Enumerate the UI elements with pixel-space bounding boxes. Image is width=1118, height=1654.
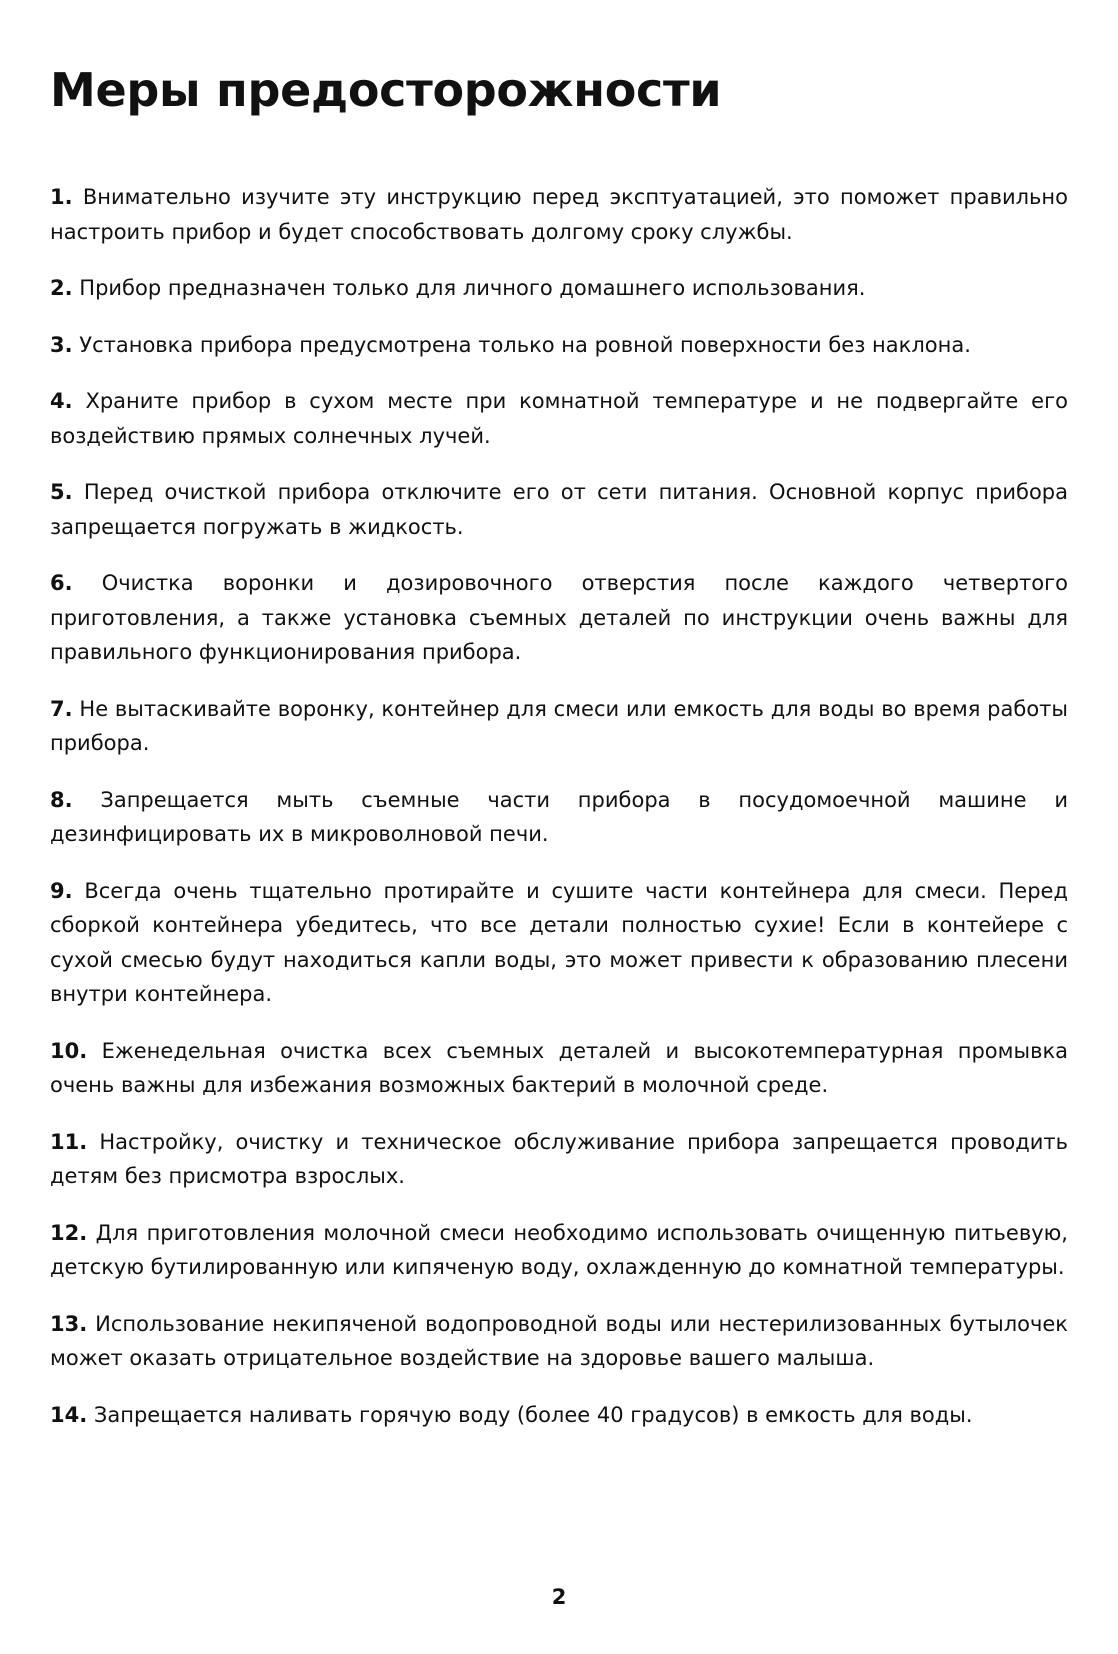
item-text: Всегда очень тщательно протирайте и сушите части контейнера для смеси. Перед сборкой контейнера убедитесь, что все детали полностью сухие! Если в контейере с сухой смесью будут находиться капли воды, это может привести к образованию плесени внутри контейнера.	[50, 878, 1068, 1006]
item-text: Использование некипяченой водопроводной воды или нестерилизованных бутылочек может оказать отрицательное воздействие на здоровье вашего малыша.	[50, 1311, 1068, 1370]
page-number: 2	[551, 1585, 567, 1609]
item-text: Установка прибора предусмотрена только на ровной поверхности без наклона.	[79, 332, 971, 357]
list-item	[50, 874, 1068, 1012]
item-text: Очистка воронки и дозировочного отверстия после каждого четвертого приготовления, а также установка съемных деталей по инструкции очень важны для правильного функционирования прибора.	[50, 571, 1068, 664]
item-number: 3.	[50, 332, 73, 357]
list-item	[50, 783, 1068, 852]
item-text: Для приготовления молочной смеси необходимо использовать очищенную питьевую, детскую бутилированную или кипяченую воду, охлажденную до комнатной температуры.	[50, 1220, 1068, 1279]
item-text: Еженедельная очистка всех съемных деталей и высокотемпературная промывка очень важны для избежания возможных бактерий в молочной среде.	[50, 1038, 1068, 1097]
item-number: 1.	[50, 185, 73, 209]
list-item	[50, 475, 1068, 544]
item-text: Настройку, очистку и техническое обслуживание прибора запрещается проводить детям без присмотра взрослых.	[50, 1129, 1068, 1188]
item-text: Прибор предназначен только для личного домашнего использования.	[79, 276, 866, 300]
item-text: Запрещается мыть съемные части прибора в посудомоечной машине и дезинфицировать их в микроволновой печи.	[50, 787, 1068, 846]
list-item	[50, 1034, 1068, 1103]
list-item	[50, 384, 1068, 453]
item-number: 7.	[50, 696, 73, 721]
list-item	[50, 1216, 1068, 1285]
item-number: 12.	[50, 1220, 88, 1245]
item-text: Внимательно изучите эту инструкцию перед эксптуатацией, это поможет правильно настроить прибор и будет способствовать долгому сроку службы.	[50, 185, 1068, 244]
item-number: 8.	[50, 787, 73, 812]
item-number: 6.	[50, 571, 73, 595]
item-text: Не вытаскивайте воронку, контейнер для смеси или емкость для воды во время работы прибора.	[50, 696, 1068, 755]
list-item	[50, 1398, 1068, 1433]
item-number: 9.	[50, 878, 73, 903]
item-number: 14.	[50, 1402, 88, 1427]
page-title: Меры предосторожности	[50, 63, 722, 117]
list-item	[50, 1307, 1068, 1376]
list-item	[50, 180, 1068, 249]
item-text: Перед очисткой прибора отключите его от сети питания. Основной корпус прибора запрещается погружать в жидкость.	[50, 480, 1068, 539]
precautions-list	[50, 180, 1068, 1432]
item-number: 10.	[50, 1038, 88, 1063]
list-item	[50, 271, 1068, 306]
item-number: 4.	[50, 389, 73, 413]
item-text: Храните прибор в сухом месте при комнатной температуре и не подвергайте его воздействию прямых солнечных лучей.	[50, 389, 1068, 448]
item-number: 13.	[50, 1311, 88, 1336]
list-item	[50, 1125, 1068, 1194]
list-item	[50, 692, 1068, 761]
item-number: 5.	[50, 480, 73, 504]
item-text: Запрещается наливать горячую воду (более 40 градусов) в емкость для воды.	[93, 1402, 973, 1427]
list-item	[50, 328, 1068, 363]
list-item	[50, 566, 1068, 670]
item-number: 2.	[50, 276, 73, 300]
item-number: 11.	[50, 1129, 88, 1154]
